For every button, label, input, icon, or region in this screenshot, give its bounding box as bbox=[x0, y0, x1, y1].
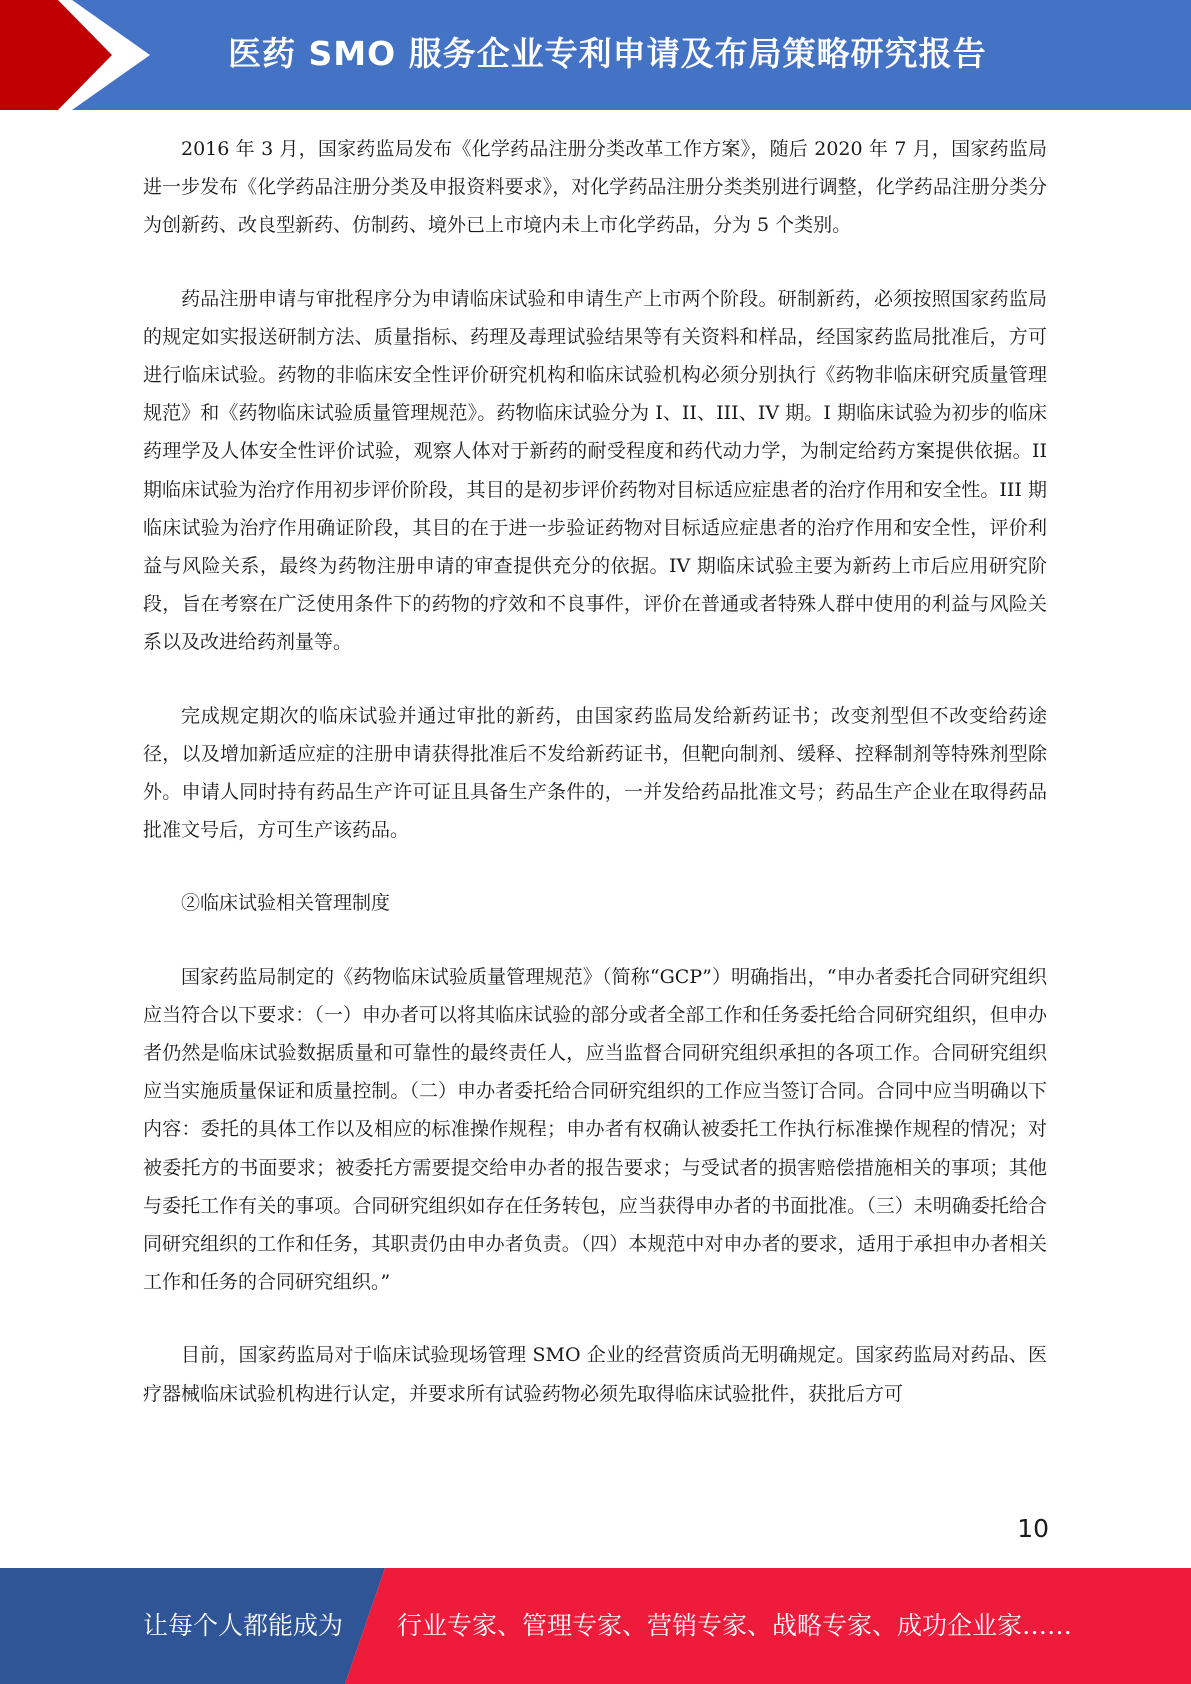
paragraph-drug-registration-classification: 2016 年 3 月，国家药监局发布《化学药品注册分类改革工作方案》，随后 2020 年 7 月，国家药监局进一步发布《化学药品注册分类及申报资料要求》，对化学药品注册分类类别进行调整，化学药品注册分类分为创新药、改良型新药、仿制药、境外已上市境内未上市化学药品，分为 5 个类别。 bbox=[143, 138, 1047, 237]
paragraph-new-drug-certificate: 完成规定期次的临床试验并通过审批的新药，由国家药监局发给新药证书；改变剂型但不改变给药途径，以及增加新适应症的注册申请获得批准后不发给新药证书，但靶向制剂、缓释、控释制剂等特殊剂型除外。申请人同时持有药品生产许可证且具备生产条件的，一并发给药品批准文号；药品生产企业在取得药品批准文号后，方可生产该药品。 bbox=[143, 704, 1047, 842]
report-title: 医药 SMO 服务企业专利申请及布局策略研究报告 bbox=[228, 34, 987, 73]
paragraph-smo-qualification: 目前，国家药监局对于临床试验现场管理 SMO 企业的经营资质尚无明确规定。国家药监局对药品、医疗器械临床试验机构进行认定，并要求所有试验药物必须先取得临床试验批件，获批后方可 bbox=[143, 1344, 1047, 1405]
header-arrow-decoration bbox=[0, 0, 160, 110]
footer-slogan-right: 行业专家、管理专家、营销专家、战略专家、成功企业家…… bbox=[397, 1611, 1073, 1640]
page-header bbox=[0, 0, 1191, 110]
footer-slogan-left: 让每个人都能成为 bbox=[143, 1611, 344, 1640]
page-footer bbox=[0, 1568, 1191, 1684]
page-number: 10 bbox=[1017, 1514, 1049, 1543]
paragraph-clinical-trial-phases: 药品注册申请与审批程序分为申请临床试验和申请生产上市两个阶段。研制新药，必须按照国家药监局的规定如实报送研制方法、质量指标、药理及毒理试验结果等有关资料和样品，经国家药监局批准后，方可进行临床试验。药物的非临床安全性评价研究机构和临床试验机构必须分别执行《药物非临床研究质量管理规范》和《药物临床试验质量管理规范》。药物临床试验分为 I、II、III、IV 期。I 期临床试验为初步的临床药理学及人体安全性评价试验，观察人体对于新药的耐受程度和药代动力学，为制定给药方案提供依据。II 期临床试验为治疗作用初步评价阶段，其目的是初步评价药物对目标适应症患者的治疗作用和安全性。III 期临床试验为治疗作用确证阶段，其目的在于进一步验证药物对目标适应症患者的治疗作用和安全性，评价利益与风险关系，最终为药物注册申请的审查提供充分的依据。IV 期临床试验主要为新药上市后应用研究阶段，旨在考察在广泛使用条件下的药物的疗效和不良事件，评价在普通或者特殊人群中使用的利益与风险关系以及改进给药剂量等。 bbox=[143, 287, 1047, 654]
section-heading-clinical-trial-management: ②临床试验相关管理制度 bbox=[181, 892, 391, 915]
document-body bbox=[143, 130, 1047, 1413]
paragraph-gcp-requirements: 国家药监局制定的《药物临床试验质量管理规范》（简称“GCP”）明确指出，“申办者委托合同研究组织应当符合以下要求：（一）申办者可以将其临床试验的部分或者全部工作和任务委托给合同研究组织，但申办者仍然是临床试验数据质量和可靠性的最终责任人，应当监督合同研究组织承担的各项工作。合同研究组织应当实施质量保证和质量控制。（二）申办者委托给合同研究组织的工作应当签订合同。合同中应当明确以下内容：委托的具体工作以及相应的标准操作规程；申办者有权确认被委托工作执行标准操作规程的情况；对被委托方的书面要求；被委托方需要提交给申办者的报告要求；与受试者的损害赔偿措施相关的事项；其他与委托工作有关的事项。合同研究组织如存在任务转包，应当获得申办者的书面批准。（三）未明确委托给合同研究组织的工作和任务，其职责仍由申办者负责。（四）本规范中对申办者的要求，适用于承担申办者相关工作和任务的合同研究组织。” bbox=[143, 965, 1047, 1294]
